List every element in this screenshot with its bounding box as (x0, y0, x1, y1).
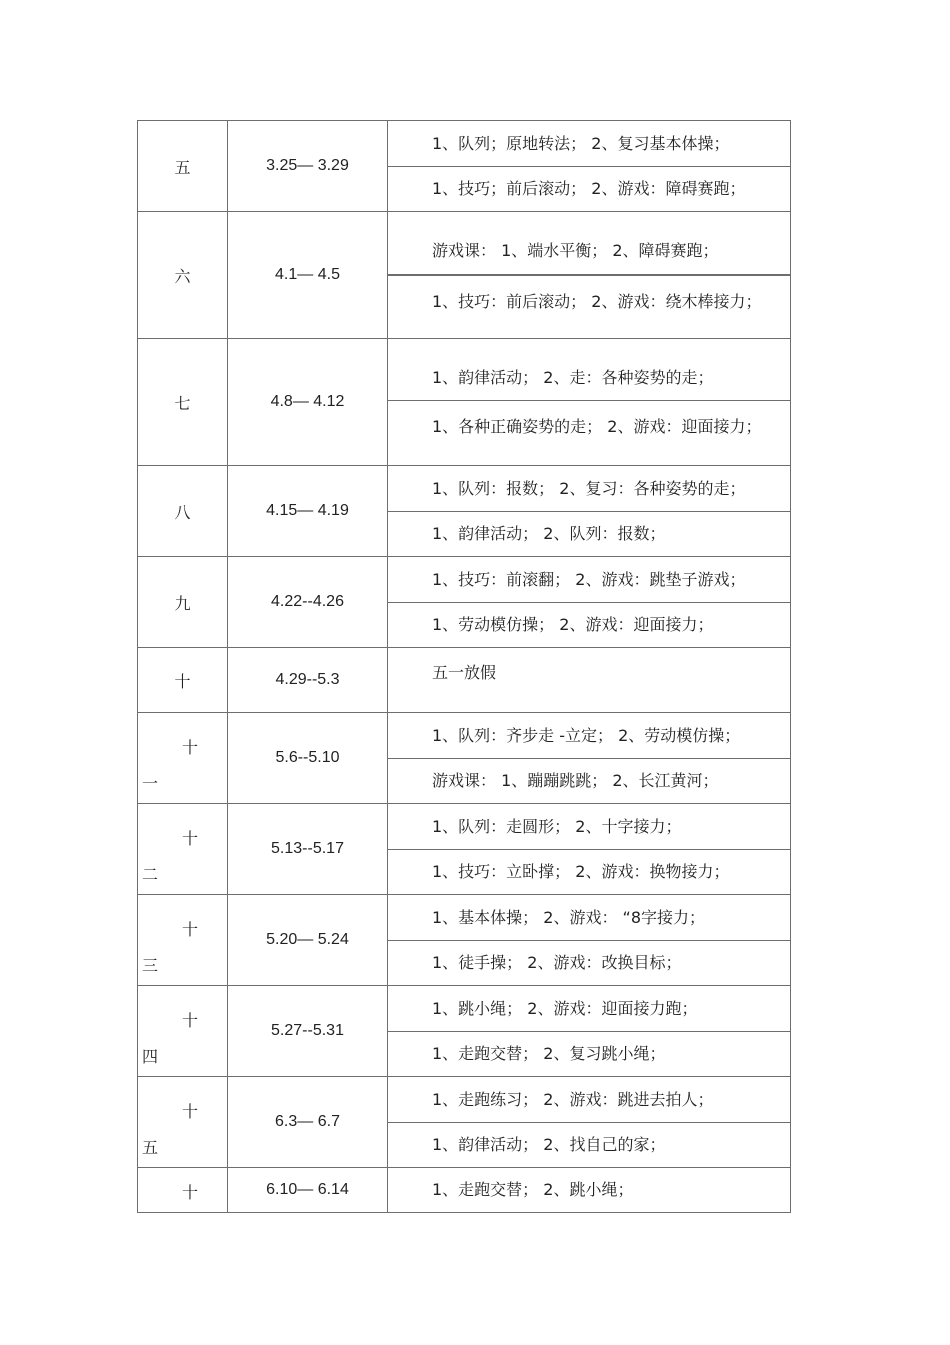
week-cell (138, 895, 228, 986)
lesson-cell (388, 339, 791, 466)
week-cell (138, 557, 228, 648)
date-cell: 4.29--5.3 (228, 648, 388, 713)
date-cell: 5.13--5.17 (228, 804, 388, 895)
lesson-cell (388, 557, 791, 648)
table-row (138, 713, 791, 804)
week-cell (138, 121, 228, 212)
lesson-line: 1、队列：走圆形； 2、十字接力； (432, 816, 682, 836)
lesson-line: 1、走跑交替； 2、复习跳小绳； (388, 1031, 790, 1076)
week-label: 九 (174, 593, 191, 613)
date-cell: 6.3— 6.7 (228, 1077, 388, 1168)
week-cell (138, 986, 228, 1077)
week-label-top: 十 (182, 1183, 199, 1202)
table-row (138, 1168, 791, 1213)
date-cell: 6.10— 6.14 (228, 1168, 388, 1213)
lesson-line: 游戏课： 1、蹦蹦跳跳； 2、长江黄河； (388, 758, 790, 803)
lesson-line: 1、韵律活动； 2、队列：报数； (388, 511, 790, 556)
week-cell (138, 713, 228, 804)
lesson-cell (388, 212, 791, 339)
date-cell: 4.1— 4.5 (228, 212, 388, 339)
lesson-cell (388, 121, 791, 212)
week-label-top: 十 (182, 829, 199, 848)
week-label-bottom: 一 (142, 774, 159, 793)
lesson-line: 1、技巧：立卧撑； 2、游戏：换物接力； (388, 849, 790, 894)
table-row (138, 339, 791, 466)
date-cell: 4.15— 4.19 (228, 466, 388, 557)
lesson-line: 1、队列；原地转法； 2、复习基本体操； (432, 133, 730, 153)
lesson-line: 1、徒手操； 2、游戏：改换目标； (388, 940, 790, 985)
week-label-top: 十 (182, 738, 199, 757)
teaching-schedule-table (137, 120, 791, 1213)
week-label: 六 (174, 266, 191, 286)
week-label-bottom: 四 (142, 1047, 159, 1066)
lesson-cell (388, 895, 791, 986)
table-row (138, 466, 791, 557)
lesson-line: 游戏课： 1、端水平衡； 2、障碍赛跑； (432, 240, 719, 260)
week-label-top: 十 (182, 1102, 199, 1121)
lesson-cell (388, 1077, 791, 1168)
lesson-cell (388, 648, 791, 713)
date-cell: 5.6--5.10 (228, 713, 388, 804)
week-label-bottom: 五 (142, 1138, 159, 1157)
table-row (138, 557, 791, 648)
week-label: 十 (174, 671, 191, 691)
week-label-bottom: 二 (142, 865, 159, 884)
table-row (138, 212, 791, 339)
week-cell (138, 648, 228, 713)
week-label-top: 十 (182, 1011, 199, 1030)
table-row (138, 121, 791, 212)
lesson-cell (388, 804, 791, 895)
week-label: 八 (174, 502, 191, 522)
table-row (138, 986, 791, 1077)
date-cell: 4.8— 4.12 (228, 339, 388, 466)
week-cell (138, 1077, 228, 1168)
week-cell (138, 339, 228, 466)
lesson-cell (388, 986, 791, 1077)
week-label-bottom: 三 (142, 956, 159, 975)
week-cell (138, 1168, 228, 1213)
lesson-cell (388, 466, 791, 557)
lesson-line: 1、韵律活动； 2、找自己的家； (388, 1122, 790, 1167)
lesson-line: 1、队列：报数； 2、复习：各种姿势的走； (432, 478, 746, 498)
table-row (138, 804, 791, 895)
lesson-line: 1、技巧：前滚翻； 2、游戏：跳垫子游戏； (432, 569, 746, 589)
week-label-top: 十 (182, 920, 199, 939)
table-row (138, 648, 791, 713)
lesson-line: 1、跳小绳； 2、游戏：迎面接力跑； (432, 998, 698, 1018)
date-cell: 3.25— 3.29 (228, 121, 388, 212)
lesson-line: 1、走跑练习； 2、游戏：跳进去拍人； (432, 1089, 714, 1109)
table-row (138, 1077, 791, 1168)
table-row (138, 895, 791, 986)
week-cell (138, 212, 228, 339)
lesson-line: 1、队列：齐步走 -立定； 2、劳动模仿操； (432, 725, 741, 745)
date-cell: 5.27--5.31 (228, 986, 388, 1077)
date-cell: 5.20— 5.24 (228, 895, 388, 986)
lesson-line: 1、走跑交替； 2、跳小绳； (432, 1180, 634, 1199)
week-cell (138, 466, 228, 557)
week-label: 七 (174, 393, 191, 413)
lesson-line: 1、各种正确姿势的走； 2、游戏：迎面接力； (388, 400, 790, 448)
lesson-line: 五一放假 (432, 663, 497, 682)
lesson-line: 1、技巧；前后滚动； 2、游戏：障碍赛跑； (388, 166, 790, 211)
lesson-line: 1、基本体操； 2、游戏： “8字接力； (432, 907, 706, 927)
week-cell (138, 804, 228, 895)
lesson-line: 1、技巧：前后滚动； 2、游戏：绕木棒接力； (388, 274, 790, 323)
lesson-line: 1、韵律活动； 2、走：各种姿势的走； (432, 368, 714, 387)
lesson-line: 1、劳动模仿操； 2、游戏：迎面接力； (388, 602, 790, 647)
lesson-cell (388, 713, 791, 804)
lesson-cell (388, 1168, 791, 1213)
week-label: 五 (174, 157, 191, 177)
date-cell: 4.22--4.26 (228, 557, 388, 648)
